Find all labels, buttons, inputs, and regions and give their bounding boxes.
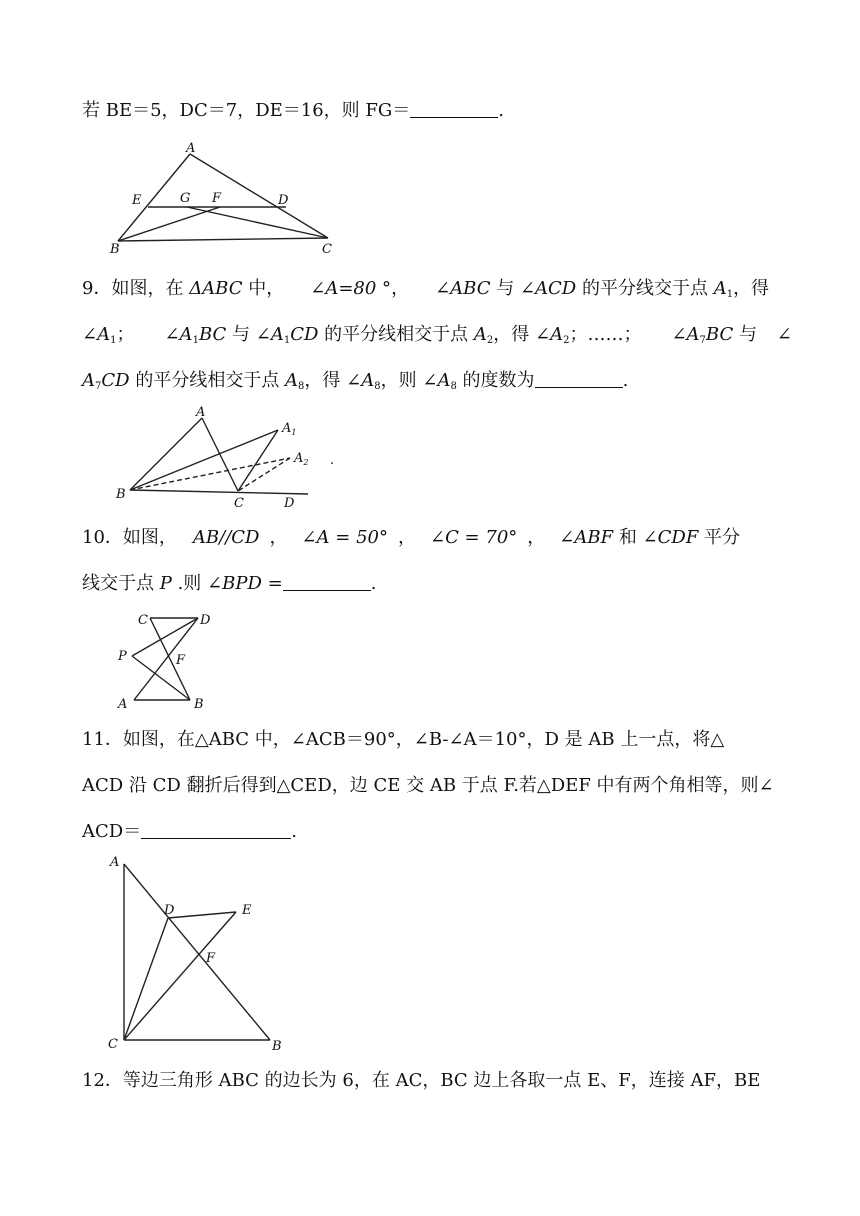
q9-angle: ∠A — [422, 370, 451, 391]
q9-text: ，则 — [380, 370, 423, 391]
q10-label-f: F — [176, 653, 186, 668]
q9-label-dot: . — [330, 453, 335, 468]
q10-label-c: C — [138, 613, 148, 628]
q9-point: A — [473, 324, 487, 345]
q9-angle-a: ∠A=80 ° — [310, 278, 392, 299]
q9-label-c: C — [234, 496, 244, 511]
q8-text: 若 BE＝5，DC＝7，DE＝16，则 FG＝ — [82, 100, 411, 121]
q9-angle-tail: CD — [101, 370, 130, 391]
q10-number: 10．如图， — [82, 527, 177, 548]
q11-label-b: B — [272, 1039, 282, 1054]
q9-text: ，得 — [733, 278, 770, 299]
q9-text: 的平分线相交于点 — [318, 324, 474, 345]
q9-point-a1: A — [713, 278, 727, 299]
q9-line-2 — [82, 322, 792, 354]
q9-label-a: A — [196, 405, 206, 420]
q9-text: 与 — [490, 278, 520, 299]
q9-text: 的度数为 — [456, 370, 535, 391]
q9-angle-sign: ∠ — [776, 324, 792, 345]
q11-answer-blank[interactable] — [141, 820, 291, 839]
q9-sub: 7 — [95, 381, 102, 392]
q8-label-e: E — [132, 193, 142, 208]
q11-label-f: F — [206, 951, 216, 966]
q9-angle: ∠A — [534, 324, 564, 345]
q9-text: ；……； — [569, 324, 642, 345]
q9-label-a2: $A_2$ — [294, 451, 309, 467]
q9-label-a1: $A_1$ — [282, 421, 297, 437]
q10-parallel: AB//CD — [192, 527, 260, 548]
q9-sub: 8 — [374, 381, 381, 392]
q9-period: . — [622, 370, 629, 391]
q8-label-g: G — [180, 191, 191, 206]
q11-label-e: E — [242, 903, 252, 918]
q9-line-1 — [82, 276, 769, 308]
q10-label-b: B — [194, 697, 204, 712]
q10-label-p: P — [118, 649, 127, 664]
q8-period: . — [498, 100, 504, 121]
q8-label-f: F — [212, 191, 222, 206]
q9-text: ，得 — [304, 370, 347, 391]
q9-angle: ∠A — [82, 324, 111, 345]
q10-line-2 — [82, 571, 376, 597]
q9-sub: 1 — [192, 335, 199, 346]
q10-angle-abf: ∠ABF — [559, 527, 614, 548]
q9-figure — [112, 404, 362, 512]
q9-number: 9．如图，在 — [82, 278, 190, 299]
q9-sub: 8 — [298, 381, 305, 392]
q9-sub: 1 — [110, 335, 117, 346]
q10-text: 线交于点 — [82, 573, 160, 594]
q10-comma: ， — [397, 527, 416, 548]
q8-label-b: B — [110, 242, 120, 257]
q11-label-d: D — [164, 903, 175, 918]
q9-triangle: ΔABC — [189, 278, 243, 299]
q9-sub: 1 — [726, 289, 734, 300]
q9-sub: 8 — [450, 381, 457, 392]
q9-label-d: D — [284, 496, 295, 511]
q8-figure — [110, 140, 350, 255]
q8-label-a: A — [186, 141, 196, 156]
q10-figure — [112, 604, 222, 712]
q9-label-b: B — [116, 487, 126, 502]
q11-label-c: C — [108, 1037, 118, 1052]
q10-period: . — [370, 573, 377, 594]
q9-text: ，得 — [493, 324, 535, 345]
q9-text: 与 — [733, 324, 763, 345]
q9-sub: 1 — [283, 335, 291, 346]
q9-angle-tail: CD — [290, 324, 319, 345]
q9-point: A — [285, 370, 299, 391]
q10-comma: ， — [269, 527, 288, 548]
q10-text: 和 — [613, 527, 643, 548]
q9-comma: ， — [391, 278, 410, 299]
q9-text: 的平分线交于点 — [576, 278, 714, 299]
q10-answer-blank[interactable] — [283, 572, 371, 591]
q9-line-3 — [82, 368, 628, 400]
q11-line-1: 11．如图，在△ABC 中，∠ACB＝90°，∠B-∠A＝10°，D 是 AB 上一点，将△ — [82, 729, 725, 750]
q9-text: 与 — [226, 324, 256, 345]
q10-comma: ， — [527, 527, 546, 548]
q9-text: 中， — [242, 278, 285, 299]
q11-period: . — [291, 821, 297, 842]
q9-sub: 2 — [563, 335, 570, 346]
q9-angle-abc: ∠ABC — [435, 278, 491, 299]
q9-angle: ∠A — [671, 324, 700, 345]
q10-angle-bpd: ∠BPD = — [207, 573, 283, 594]
q9-angle-acd: ∠ACD — [519, 278, 577, 299]
q11-text: ACD＝ — [82, 821, 142, 842]
q9-angle: ∠A — [255, 324, 284, 345]
q10-text: .则 — [171, 573, 208, 594]
q10-point-p: P — [159, 573, 172, 594]
q10-text: 平分 — [698, 527, 741, 548]
q11-line-3 — [82, 819, 297, 845]
q9-sub: 7 — [699, 335, 706, 346]
q9-angle-tail: BC — [705, 324, 734, 345]
q9-answer-blank[interactable] — [535, 369, 623, 388]
q9-text: ； — [116, 324, 135, 345]
q8-text-line — [82, 98, 504, 124]
q8-answer-blank[interactable] — [410, 99, 498, 118]
q8-label-c: C — [322, 242, 332, 257]
q9-angle-tail: BC — [198, 324, 227, 345]
q9-angle: A — [82, 370, 95, 391]
q8-label-d: D — [278, 193, 289, 208]
q10-label-a: A — [118, 697, 128, 712]
q10-angle-cdf: ∠CDF — [642, 527, 699, 548]
q12-line-1: 12．等边三角形 ABC 的边长为 6，在 AC，BC 边上各取一点 E、F，连接 AF，BE — [82, 1070, 761, 1091]
q11-label-a: A — [110, 855, 120, 870]
q9-sub: 2 — [486, 335, 494, 346]
q11-line-2: ACD 沿 CD 翻折后得到△CED，边 CE 交 AB 于点 F.若△DEF 中有两个角相等，则∠ — [82, 775, 774, 796]
q10-angle-c: ∠C = 70° — [429, 527, 518, 548]
q9-angle: ∠A — [164, 324, 193, 345]
q11-figure — [104, 852, 294, 1052]
q9-angle: ∠A — [346, 370, 375, 391]
q10-label-d: D — [200, 613, 211, 628]
q10-line-1 — [82, 525, 740, 551]
q10-angle-a: ∠A = 50° — [301, 527, 388, 548]
q9-text: 的平分线相交于点 — [129, 370, 286, 391]
